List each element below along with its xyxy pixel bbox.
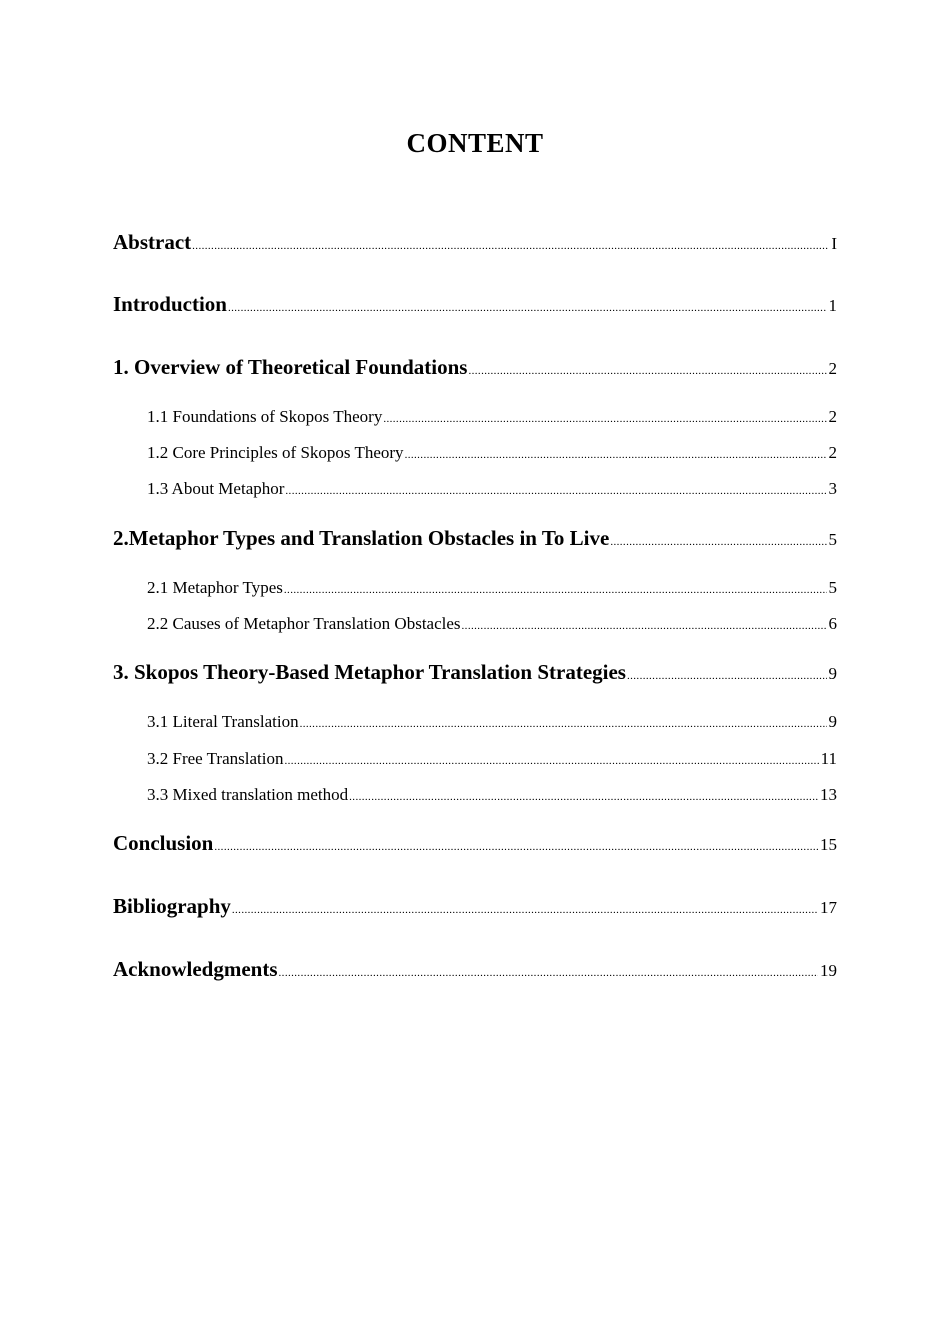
toc-page-number: I	[831, 234, 837, 253]
toc-leader-dots	[284, 755, 818, 767]
toc-page-number: 11	[820, 749, 837, 768]
toc-page-number: 6	[828, 614, 837, 633]
toc-entry-section-1-3[interactable]	[147, 479, 837, 499]
toc-page-number: 15	[820, 835, 837, 854]
toc-entry-conclusion[interactable]	[113, 831, 837, 856]
toc-leader-dots	[610, 536, 826, 548]
page-title: CONTENT	[406, 128, 544, 158]
toc-leader-dots	[383, 413, 826, 425]
toc-entry-label: Conclusion	[113, 831, 214, 855]
toc-leader-dots	[349, 791, 818, 803]
toc-entry-label: 1.1 Foundations of Skopos Theory	[147, 407, 383, 426]
toc-leader-dots	[232, 904, 818, 916]
toc-page-number: 3	[828, 479, 837, 498]
toc-entry-label: 3. Skopos Theory-Based Metaphor Translation Strategies	[113, 660, 626, 684]
toc-entry-section-2-1[interactable]	[147, 578, 837, 598]
toc-entry-label: 2.1 Metaphor Types	[147, 578, 283, 597]
toc-entry-section-3-3[interactable]	[147, 785, 837, 805]
toc-leader-dots	[468, 365, 826, 377]
toc-entry-label: Acknowledgments	[113, 957, 278, 981]
toc-leader-dots	[462, 620, 827, 632]
toc-leader-dots	[405, 449, 827, 461]
toc-entry-label: 3.3 Mixed translation method	[147, 785, 349, 804]
toc-entry-section-3-1[interactable]	[147, 712, 837, 732]
toc-entry-label: 3.1 Literal Translation	[147, 712, 299, 731]
toc-leader-dots	[228, 302, 827, 314]
toc-leader-dots	[214, 841, 818, 853]
toc-entry-label: 3.2 Free Translation	[147, 749, 284, 768]
toc-entry-bibliography[interactable]	[113, 894, 837, 919]
toc-leader-dots	[284, 584, 827, 596]
toc-entry-label: 2.Metaphor Types and Translation Obstacles in To Live	[113, 526, 610, 550]
toc-leader-dots	[285, 485, 826, 497]
toc-page-number: 19	[820, 961, 837, 980]
toc-entry-label: Bibliography	[113, 894, 231, 918]
toc-page-number: 1	[828, 296, 837, 315]
toc-entry-acknowledgments[interactable]	[113, 957, 837, 982]
toc-page-number: 13	[820, 785, 837, 804]
toc-leader-dots	[192, 240, 829, 252]
toc-page-number: 2	[828, 407, 837, 426]
toc-entry-section-1-1[interactable]	[147, 407, 837, 427]
toc-leader-dots	[279, 967, 818, 979]
toc-entry-chapter-1[interactable]	[113, 355, 837, 380]
toc-entry-introduction[interactable]	[113, 292, 837, 317]
toc-entry-chapter-3[interactable]	[113, 660, 837, 685]
toc-page-number: 5	[828, 578, 837, 597]
toc-page-number: 9	[828, 712, 837, 731]
toc-leader-dots	[300, 718, 827, 730]
toc-entry-label: 2.2 Causes of Metaphor Translation Obstacles	[147, 614, 461, 633]
toc-entry-section-2-2[interactable]	[147, 614, 837, 634]
toc-page-number: 9	[828, 664, 837, 683]
toc-leader-dots	[627, 670, 827, 682]
toc-page-number: 2	[828, 443, 837, 462]
toc-entry-section-1-2[interactable]	[147, 443, 837, 463]
toc-entry-section-3-2[interactable]	[147, 749, 837, 769]
toc-entry-chapter-2[interactable]	[113, 526, 837, 551]
toc-entry-label: 1. Overview of Theoretical Foundations	[113, 355, 468, 379]
toc-page-number: 2	[828, 359, 837, 378]
toc-entry-label: 1.2 Core Principles of Skopos Theory	[147, 443, 404, 462]
toc-entry-label: Introduction	[113, 292, 227, 316]
toc-entry-label: Abstract	[113, 230, 192, 254]
toc-page-number: 5	[828, 530, 837, 549]
toc-entry-abstract[interactable]	[113, 230, 837, 255]
toc-page-number: 17	[820, 898, 837, 917]
toc-entry-label: 1.3 About Metaphor	[147, 479, 285, 498]
